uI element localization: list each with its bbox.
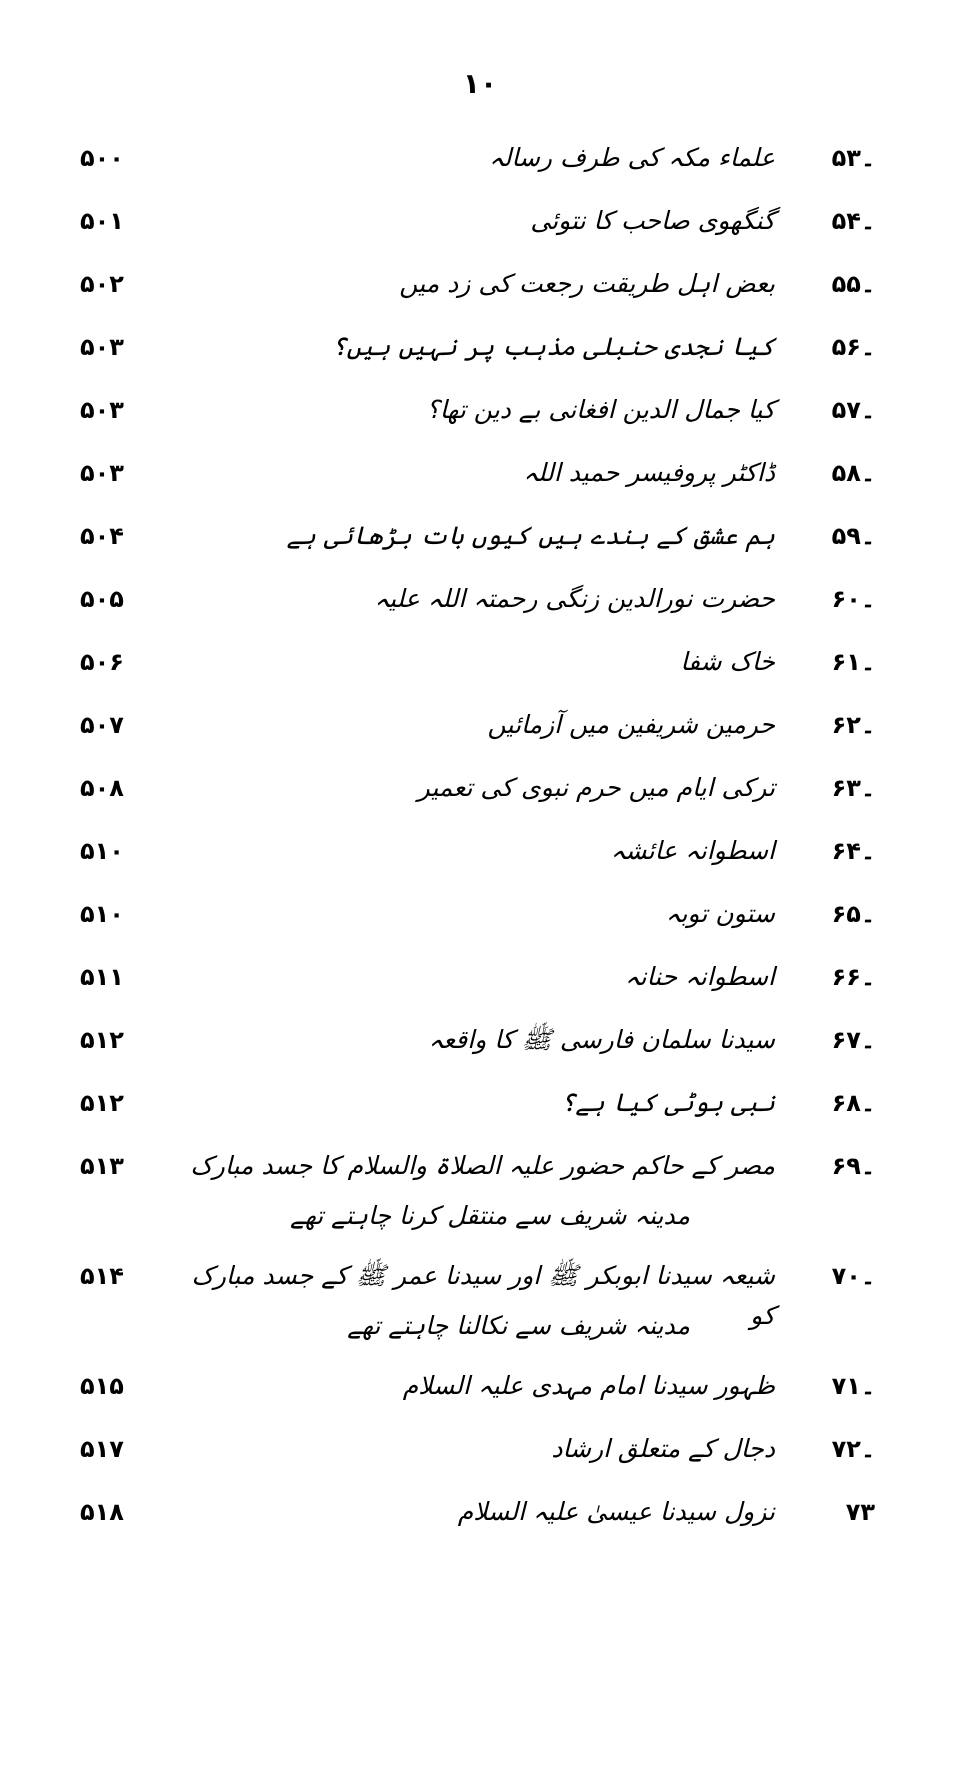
- toc-entry-page: ۵۰۰: [80, 144, 124, 172]
- toc-entry-page: ۵۰۱: [80, 207, 124, 235]
- toc-entry-page: ۵۱۳: [80, 1152, 124, 1180]
- toc-entry-page: ۵۰۵: [80, 585, 124, 613]
- toc-entry: [0, 1256, 960, 1366]
- toc-entry-number: ۔۶۷: [831, 1026, 875, 1054]
- toc-entry-page: ۵۰۳: [80, 459, 124, 487]
- toc-entry: [0, 642, 960, 705]
- toc-entry-title: کیا نجدی حنبلی مذہب پر نہیں ہیں؟: [331, 332, 775, 361]
- toc-entry-title-continued: مدینہ شریف سے منتقل کرنا چاہتے تھے: [290, 1201, 690, 1230]
- toc-entry-page: ۵۰۳: [80, 333, 124, 361]
- toc-entry: [0, 390, 960, 453]
- toc-entry-number: ۷۳: [845, 1498, 875, 1526]
- toc-entry-number: ۔۵۶: [831, 333, 875, 361]
- toc-entry-title: کیا جمال الدین افغانی بے دین تھا؟: [426, 395, 775, 424]
- toc-entry: [0, 453, 960, 516]
- toc-entry-page: ۵۰۲: [80, 270, 124, 298]
- toc-entry-number: ۔۷۰: [831, 1262, 875, 1290]
- toc-entry-title: مصر کے حاکم حضور علیہ الصلاۃ والسلام کا جسد مبارک: [190, 1151, 775, 1180]
- toc-entry-page: ۵۰۶: [80, 648, 124, 676]
- toc-entry-title-continued: مدینہ شریف سے نکالنا چاہتے تھے: [347, 1311, 690, 1340]
- toc-entry: [0, 894, 960, 957]
- toc-entry: [0, 264, 960, 327]
- toc-entry-title: نبی بوٹی کیا ہے؟: [560, 1088, 775, 1117]
- toc-entry-page: ۵۱۷: [80, 1435, 124, 1463]
- toc-entry-number: ۔۶۵: [831, 900, 875, 928]
- toc-entry-title: اسطوانہ عائشہ: [610, 836, 775, 865]
- toc-entry-page: ۵۱۰: [80, 837, 124, 865]
- toc-entry-page: ۵۱۰: [80, 900, 124, 928]
- toc-entry: [0, 1366, 960, 1429]
- toc-entry-title: خاک شفا: [680, 647, 775, 676]
- toc-entry-title: ہم عشق کے بندے ہیں کیوں بات بڑھائی ہے: [286, 521, 775, 550]
- toc-entry-page: ۵۰۳: [80, 396, 124, 424]
- toc-entry-number: ۔۶۰: [831, 585, 875, 613]
- toc-entry-title: ستون توبہ: [665, 899, 775, 928]
- toc-entry-title: ظہور سیدنا امام مہدی علیہ السلام: [402, 1371, 775, 1400]
- toc-entry-page: ۵۱۴: [80, 1262, 124, 1290]
- toc-entry-page: ۵۰۷: [80, 711, 124, 739]
- toc-entry: [0, 327, 960, 390]
- toc-entry-number: ۔۶۴: [831, 837, 875, 865]
- toc-entry-number: ۔۵۹: [831, 522, 875, 550]
- toc-entry-page: ۵۱۲: [80, 1026, 124, 1054]
- page-number: ۱۰: [462, 67, 498, 100]
- toc-entry-title: ڈاکٹر پروفیسر حمید اللہ: [523, 458, 775, 487]
- toc-entry-title: بعض اہل طریقت رجعت کی زد میں: [399, 269, 775, 298]
- toc-entry-number: ۔۶۶: [831, 963, 875, 991]
- toc-entry-title: حرمین شریفین میں آزمائیں: [487, 710, 775, 739]
- toc-entry: [0, 1020, 960, 1083]
- toc-entry-number: ۔۷۱: [831, 1372, 875, 1400]
- toc-entry-number: ۔۵۵: [831, 270, 875, 298]
- toc-entry-title: گنگھوی صاحب کا نتوئی: [530, 206, 775, 235]
- toc-entry: [0, 1146, 960, 1256]
- toc-entry-page: ۵۰۴: [80, 522, 124, 550]
- toc-entry: [0, 201, 960, 264]
- toc-entry: [0, 138, 960, 201]
- toc-entry: [0, 579, 960, 642]
- toc-entry-title: حضرت نورالدین زنگی رحمتہ اللہ علیہ: [374, 584, 775, 613]
- toc-entry-title: نزول سیدنا عیسیٰ علیہ السلام: [457, 1497, 775, 1526]
- toc-entry: [0, 516, 960, 579]
- toc-entry-number: ۔۶۸: [831, 1089, 875, 1117]
- toc-entry-page: ۵۱۵: [80, 1372, 124, 1400]
- toc-entry-number: ۔۶۱: [831, 648, 875, 676]
- toc-entry: [0, 1083, 960, 1146]
- toc-entry-number: ۔۶۲: [831, 711, 875, 739]
- toc-entry-title: دجال کے متعلق ارشاد: [551, 1434, 775, 1463]
- toc-entry: [0, 1492, 960, 1555]
- toc-entry-number: ۔۵۳: [831, 144, 875, 172]
- toc-entry-page: ۵۰۸: [80, 774, 124, 802]
- toc-entry: [0, 957, 960, 1020]
- toc-entry-page: ۵۱۱: [80, 963, 124, 991]
- toc-entry-title: سیدنا سلمان فارسی ﷺ کا واقعہ: [428, 1025, 775, 1054]
- toc-entry-page: ۵۱۸: [80, 1498, 124, 1526]
- toc-entry-number: ۔۶۹: [831, 1152, 875, 1180]
- toc-entry-title: شیعہ سیدنا ابوبکر ﷺ اور سیدنا عمر ﷺ کے جسد مبارک کو: [191, 1261, 775, 1330]
- toc-entry-number: ۔۵۴: [831, 207, 875, 235]
- toc-entry-number: ۔۷۲: [831, 1435, 875, 1463]
- toc-entry: [0, 768, 960, 831]
- toc-entry-page: ۵۱۲: [80, 1089, 124, 1117]
- toc-entry-title: علماء مکہ کی طرف رسالہ: [489, 143, 775, 172]
- toc-entry: [0, 1429, 960, 1492]
- toc-entry-number: ۔۶۳: [831, 774, 875, 802]
- toc-entry: [0, 831, 960, 894]
- toc-entry: [0, 705, 960, 768]
- toc-entry-title: ترکی ایام میں حرم نبوی کی تعمیر: [417, 773, 775, 802]
- toc-entry-number: ۔۵۸: [831, 459, 875, 487]
- toc-entry-title: اسطوانہ حنانہ: [624, 962, 775, 991]
- toc-entry-number: ۔۵۷: [831, 396, 875, 424]
